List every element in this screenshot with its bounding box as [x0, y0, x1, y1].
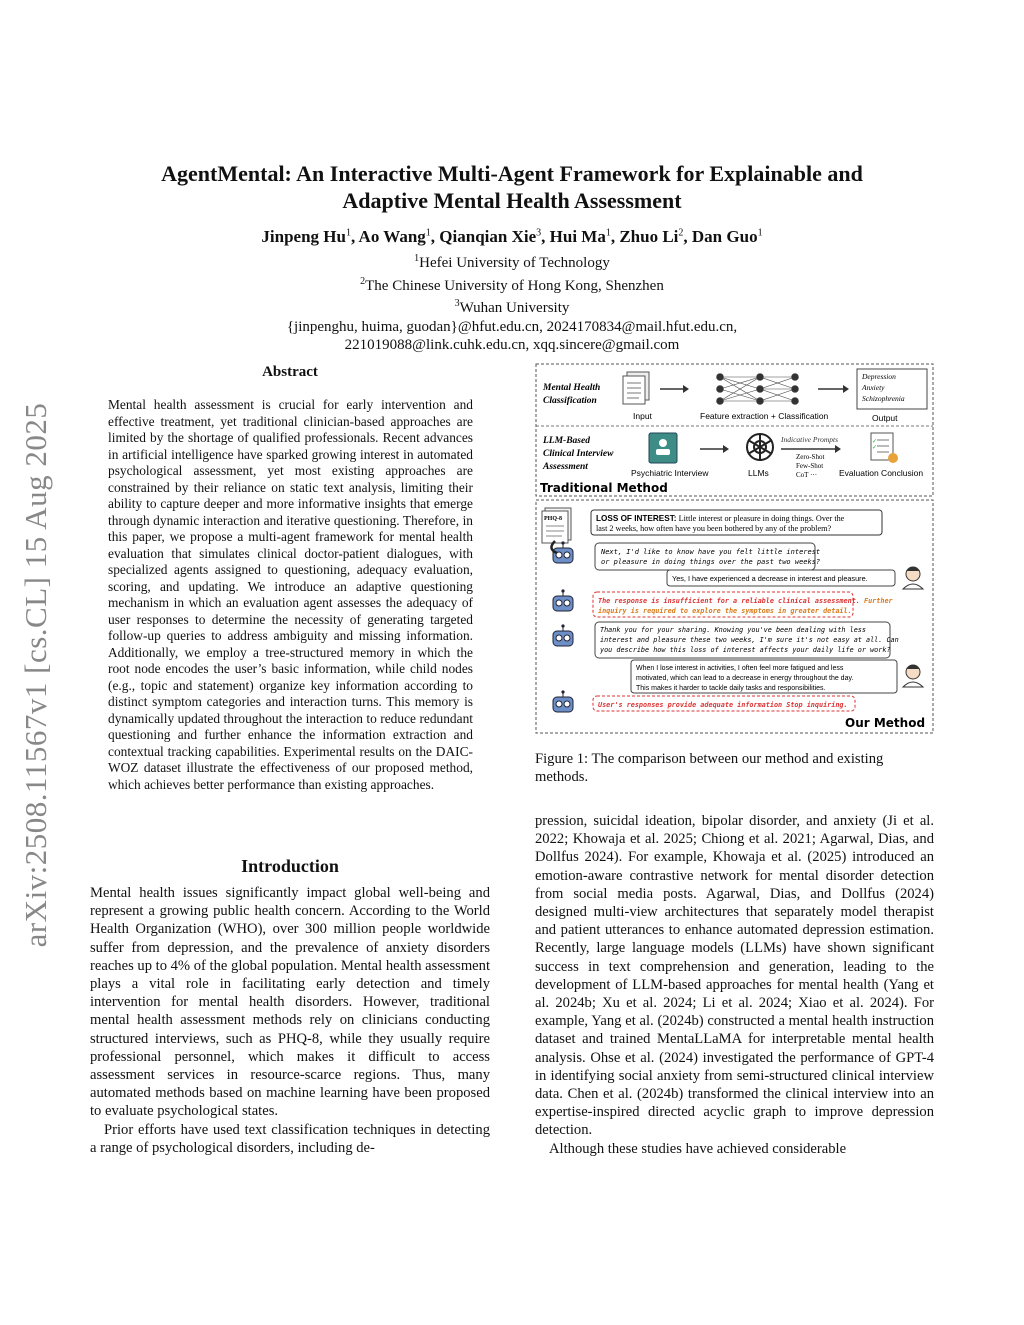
- affiliation: $^3$Wuhan University: [454, 298, 570, 316]
- author: Dan Guo$^1$: [691, 227, 763, 246]
- loss-of-interest-text-2: last 2 weeks, how often have you been bothered by any of the problem?: [596, 524, 832, 533]
- left-column-body: [90, 884, 490, 1157]
- mhc-label-1: Mental Health: [543, 383, 601, 393]
- prompt-item: Zero-Shot: [796, 453, 825, 461]
- svg-text:✓: ✓: [872, 439, 878, 445]
- affiliation: $^2$The Chinese University of Hong Kong, Shenzhen: [360, 275, 664, 294]
- prompt-item: CoT ···: [796, 471, 818, 479]
- loss-of-interest-text: LOSS OF INTEREST: Little interest or pleasure in doing things. Over the: [596, 514, 845, 523]
- llm-label-2: Clinical Interview: [543, 449, 614, 459]
- arxiv-stamp: [6, 370, 66, 980]
- output-item: Schizophrenia: [862, 394, 905, 403]
- output-label: Output: [872, 413, 898, 423]
- introduction-heading: Introduction: [241, 856, 339, 876]
- author: Zhuo Li$^2$,: [619, 227, 692, 246]
- affiliations: [100, 250, 924, 355]
- author-list: [100, 227, 924, 247]
- affiliation: $^1$Hefei University of Technology: [414, 253, 610, 271]
- output-item: Depression: [862, 372, 896, 381]
- title-line-1: AgentMental: An Interactive Multi-Agent Framework for Explainable and: [161, 161, 863, 186]
- phq-document-icon: [542, 508, 571, 543]
- answer-2-line-3: This makes it harder to tackle daily tasks and responsibilities.: [636, 685, 826, 692]
- svg-text:PHQ-8: PHQ-8: [544, 516, 562, 522]
- answer-2-line-1: When I lose interest in activities, I often feel more fatigued and less: [636, 665, 844, 672]
- eval-2: User's responses provide adequate information Stop inquiring.: [598, 701, 848, 709]
- intro-paragraph-1: Mental health issues significantly impact global well-being and represent a growing public health concern. According to the World Health Organization (WHO), over 300 million people worldwide suffer from depression, and the prevalence of anxiety disorders reaches up to 4% of the global population. Mental health assessment plays a vital role in facilitating early detection and timely intervention for mental health disorders. However, traditional mental health assessment methods rely on clinicians conducting structured interviews, such as PHQ-8, while they usually require professional personnel, which makes it difficult to access assessment services in resource-scarce regions. Thus, many automated methods based on machine learning have been proposed to evaluate psychological states.: [90, 885, 491, 1120]
- author: Hui Ma$^1$,: [549, 227, 620, 246]
- input-label: Input: [633, 411, 652, 421]
- question-2-line-3: you describe how this loss of interest affects your daily life or work?: [600, 646, 891, 654]
- author: Qianqian Xie$^3$,: [439, 227, 550, 246]
- question-2-line-1: Thank you for your sharing. Knowing you've been dealing with less: [600, 626, 866, 634]
- question-2-line-2: interest and pleasure these two weeks, I'm sure it's not easy at all. Can: [600, 636, 899, 644]
- right-paragraph-2: Although these studies have achieved considerable: [549, 1140, 847, 1157]
- llms-label: LLMs: [748, 468, 769, 478]
- abstract-body: Mental health assessment is crucial for early intervention and effective treatment, yet traditional clinician-based approaches are limited by the shortage of qualified professionals. Recent advances in artificial intelligence have sparked growing interest in automated psychological assessment, yet most existing approaches are constrained by their reliance on static text analysis, limiting their ability to capture deeper and more informative insights that emerge through dynamic interaction and iterative questioning. Therefore, in this paper, we propose a multi-agent framework for mental health evaluation that simulates clinical doctor-patient dialogues, with specialized agents assigned to questioning, adequacy evaluation, scoring, and updating. We introduce an adaptive questioning mechanism in which an evaluation agent assesses the adequacy of user responses to determine the necessity of generating targeted follow-up queries to address ambiguity and missing information. Additionally, we employ a tree-structured memory in which the root node encodes the user’s basic information, while child nodes (e.g., topic and statement) organize key information according to distinct symptom categories and interaction turns. This memory is dynamically updated throughout the interaction to reduce redundant questioning and further enhance the information extraction and contextual tracking capabilities. Experimental results on the DAIC-WOZ dataset illustrate the effectiveness of our proposed method, which achieves better performance than existing approaches.: [108, 397, 473, 792]
- llm-label-1: LLM-Based: [543, 436, 590, 446]
- author: Ao Wang$^1$,: [358, 227, 440, 246]
- eval-1-line-2: inquiry is required to explore the symptoms in greater detail.: [598, 607, 852, 615]
- emails-line-1: {jinpenghu, huima, guodan}@hfut.edu.cn, 2024170834@mail.hfut.edu.cn,: [286, 318, 738, 335]
- interview-book-icon: [649, 433, 677, 463]
- title-line-2: Adaptive Mental Health Assessment: [342, 188, 682, 213]
- prompts-label: Indicative Prompts: [781, 435, 839, 444]
- intro-paragraph-2: Prior efforts have used text classification techniques in detecting a range of psychological disorders, including de-: [90, 1121, 490, 1156]
- figure-caption: Figure 1: The comparison between our method and existing methods.: [535, 751, 884, 786]
- answer-2-line-2: motivated, which can lead to a decrease in energy throughout the day.: [636, 675, 854, 682]
- eval-conclusion-label: Evaluation Conclusion: [839, 468, 924, 478]
- question-1-line-1: Next, I'd like to know have you felt little interest: [601, 548, 821, 556]
- abstract-heading: Abstract: [262, 364, 318, 380]
- answer-1: Yes, I have experienced a decrease in interest and pleasure.: [672, 574, 868, 583]
- our-method-label: Our Method: [845, 716, 926, 730]
- question-1-line-2: or pleasure in doing things over the past two weeks?: [601, 558, 821, 566]
- prompt-item: Few-Shot: [796, 462, 824, 470]
- arxiv-id-text: arXiv:2508.11567v1 [cs.CL] 15 Aug 2025: [18, 402, 53, 948]
- document-icon: [623, 372, 649, 404]
- mhc-label-2: Classification: [543, 396, 597, 406]
- emails-line-2: 221019088@link.cuhk.edu.cn, xqq.sincere@gmail.com: [344, 337, 680, 353]
- paper-title: [100, 160, 924, 214]
- traditional-method-label: Traditional Method: [540, 481, 668, 495]
- psych-interview-label: Psychiatric Interview: [631, 468, 709, 478]
- author: Jinpeng Hu$^1$,: [261, 227, 359, 246]
- llm-label-3: Assessment: [543, 462, 588, 472]
- eval-1-line-1: The response is insufficient for a reliable clinical assessment. Further: [598, 597, 893, 605]
- right-paragraph-1: pression, suicidal ideation, bipolar disorder, and anxiety (Ji et al. 2022; Khowaja et al. 2025; Chiong et al. 2021; Agarwal, Dias, and Dollfus 2024). For example, Khowaja et al. (2025) introduced an emotion-aware contrastive network for mental disorder detection from social media posts. Agarwal, Dias, and Dollfus (2024) designed multi-view architectures that separately model therapist and patient utterances to enhance automated depression estimation. Recently, large language models (LLMs) have shown significant success in text comprehension and generation, leading to the development of LLM-based approaches for mental health (Yang et al. 2024b; Xu et al. 2024; Li et al. 2024; Xiao et al. 2024). For example, Yang et al. (2024b) constructed a mental health instruction dataset and trained MentaLLaMA for interpretable mental health analysis. Ohse et al. (2024) investigated the performance of GPT-4 in identifying social anxiety from semi-structured clinical interview data. Chen et al. (2024b) transformed the clinical interview into an expertise-inspired directed acyclic graph to improve depression detection.: [535, 813, 934, 1139]
- output-item: Anxiety: [862, 383, 885, 392]
- feature-label: Feature extraction + Classification: [700, 411, 829, 421]
- svg-text:✓: ✓: [872, 445, 878, 451]
- right-column-body: [535, 812, 934, 1158]
- figure-1: [535, 363, 934, 735]
